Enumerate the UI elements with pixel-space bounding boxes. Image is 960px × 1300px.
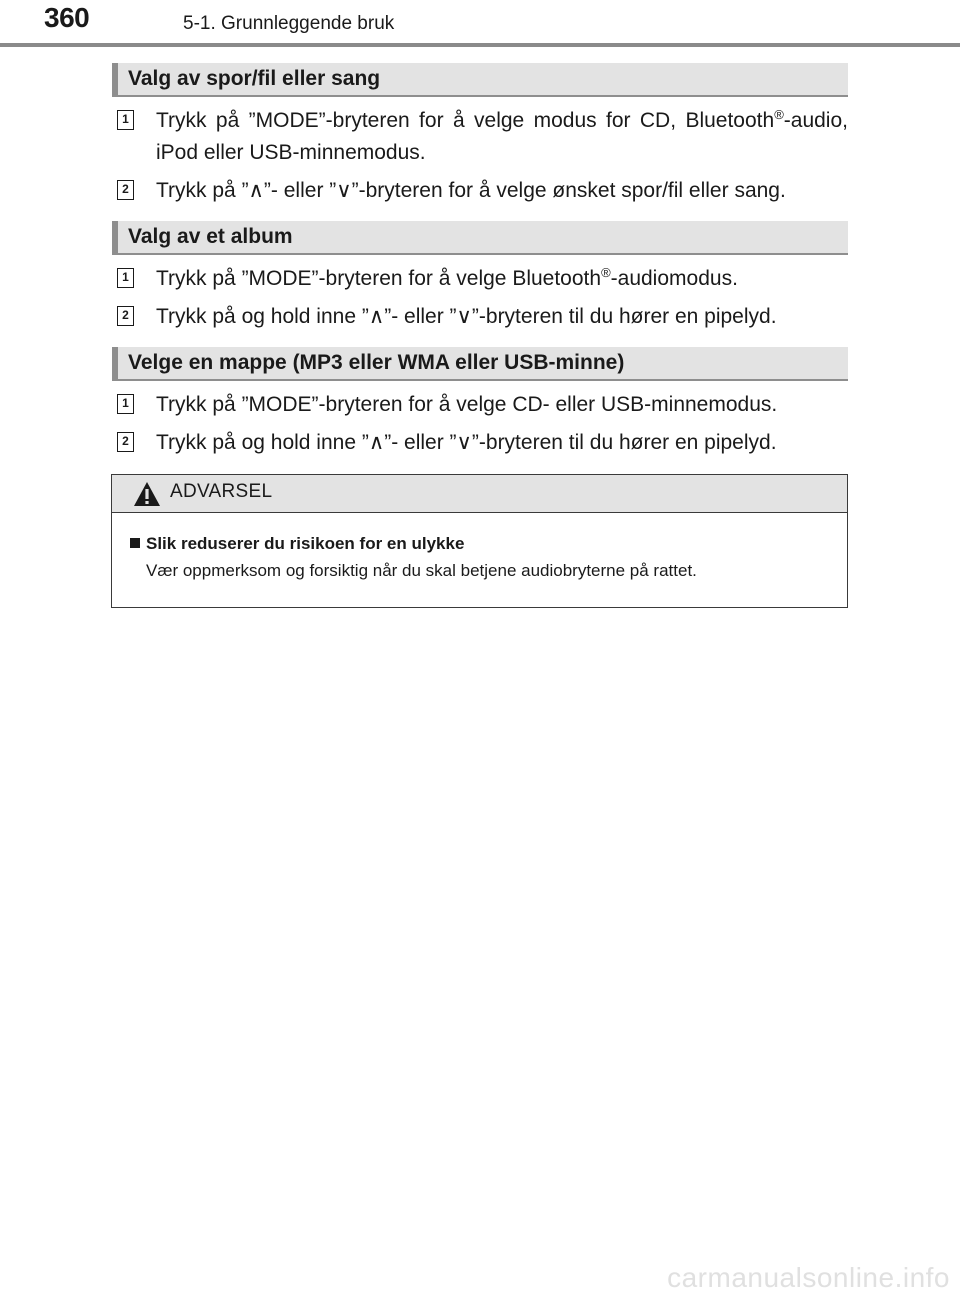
section-select-track	[112, 63, 848, 207]
step-text: Trykk på og hold inne ”∧”- eller ”∨”-bryteren til du hører en pipelyd.	[156, 305, 777, 328]
section-title: Velge en mappe (MP3 eller WMA eller USB-minne)	[112, 347, 848, 381]
step-number: 1	[117, 110, 134, 130]
warning-box	[111, 474, 848, 608]
step-number: 2	[117, 180, 134, 200]
section-title: Valg av et album	[112, 221, 848, 255]
warning-header	[112, 475, 847, 513]
warning-triangle-icon	[133, 481, 161, 507]
step-text: Trykk på ”∧”- eller ”∨”-bryteren for å velge ønsket spor/fil eller sang.	[156, 179, 786, 202]
watermark: carmanualsonline.info	[667, 1262, 950, 1293]
step-text: Trykk på ”MODE”-bryteren for å velge modus for CD, Bluetooth®-audio, iPod eller USB-minnemodus.	[156, 107, 848, 164]
step-item	[112, 263, 848, 295]
step-number: 1	[117, 268, 134, 288]
step-number: 2	[117, 306, 134, 326]
step-number: 2	[117, 432, 134, 452]
step-number: 1	[117, 394, 134, 414]
step-item	[112, 389, 848, 421]
section-select-album	[112, 221, 848, 333]
bullet-square-icon	[130, 538, 140, 548]
section-title: Valg av spor/fil eller sang	[112, 63, 848, 97]
step-text: Trykk på ”MODE”-bryteren for å velge CD- eller USB-minnemodus.	[156, 393, 778, 416]
page-header	[0, 0, 960, 48]
step-item	[112, 427, 848, 459]
warning-subheading: Slik reduserer du risikoen for en ulykke	[130, 531, 847, 557]
warning-text: Vær oppmerksom og forsiktig når du skal betjene audiobryterne på rattet.	[146, 561, 697, 580]
step-item	[112, 175, 848, 207]
step-text: Trykk på og hold inne ”∧”- eller ”∨”-bryteren til du hører en pipelyd.	[156, 431, 777, 454]
section-select-folder	[112, 347, 848, 459]
header-rule	[0, 43, 960, 47]
page-number: 360	[44, 2, 90, 33]
chapter-title: 5-1. Grunnleggende bruk	[183, 13, 395, 34]
step-text: Trykk på ”MODE”-bryteren for å velge Bluetooth®-audiomodus.	[156, 265, 738, 290]
warning-body	[112, 513, 847, 585]
step-item	[112, 105, 848, 169]
step-item	[112, 301, 848, 333]
warning-label: ADVARSEL	[170, 481, 273, 502]
